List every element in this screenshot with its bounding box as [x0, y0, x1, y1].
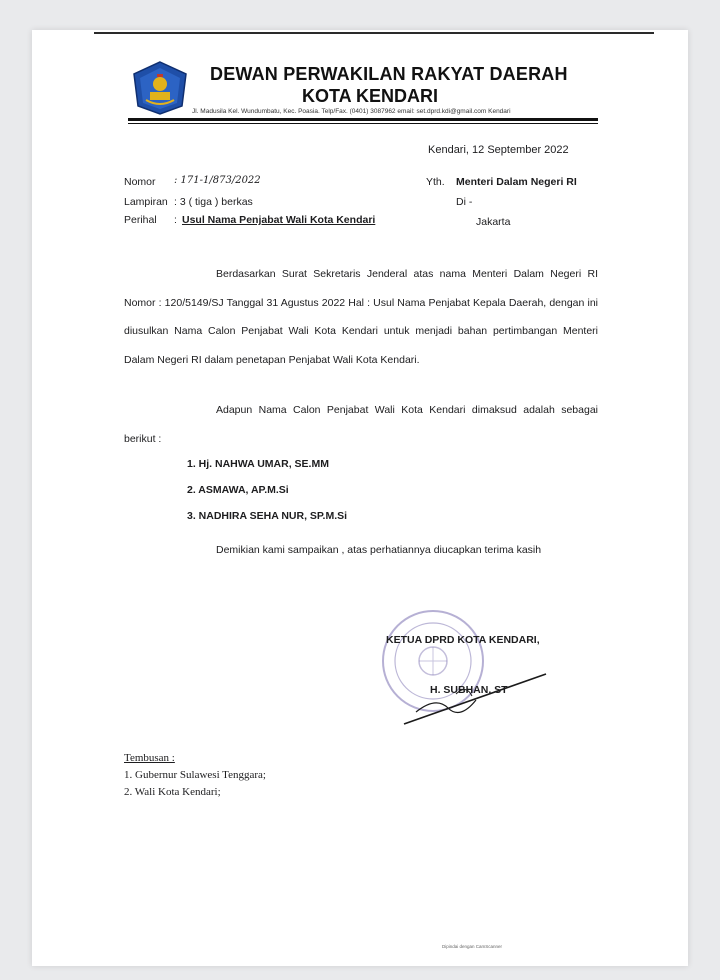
nomor-value: : 171-1/873/2022 — [174, 175, 261, 186]
lampiran-label: Lampiran — [124, 196, 168, 208]
body-paragraph-1-block — [124, 260, 598, 374]
recipient-di: Di - — [456, 196, 473, 208]
org-address: Jl. Madusila Kel. Wundumbatu, Kec. Poasia. Telp/Fax. (0401) 3087962 email: set.dprd.kdi@gmail.com Kendari — [192, 108, 511, 115]
closing-text: Demikian kami sampaikan , atas perhatiannya diucapkan terima kasih — [216, 544, 542, 556]
letter-date: Kendari, 12 September 2022 — [428, 144, 569, 156]
candidate-item: 3. NADHIRA SEHA NUR, SP.M.Si — [187, 510, 348, 522]
signatory-name: H. SUBHAN, ST — [430, 684, 508, 696]
org-city: KOTA KENDARI — [302, 86, 438, 106]
handwritten-signature-icon — [396, 666, 556, 728]
nomor-label: Nomor — [124, 176, 156, 188]
candidate-item: 1. Hj. NAHWA UMAR, SE.MM — [187, 458, 329, 470]
body-paragraph-2-block — [124, 396, 598, 453]
tembusan-block — [124, 750, 266, 801]
candidate-item: 2. ASMAWA, AP.M.Si — [187, 484, 289, 496]
org-name: DEWAN PERWAKILAN RAKYAT DAERAH — [210, 64, 568, 84]
header-rule-thin — [128, 123, 598, 124]
recipient-place: Jakarta — [476, 216, 511, 228]
candidate-list — [187, 451, 347, 529]
perihal-label: Perihal — [124, 214, 157, 226]
recipient-prefix: Yth. — [426, 176, 445, 188]
scan-top-edge — [94, 32, 654, 34]
signatory-title: KETUA DPRD KOTA KENDARI, — [386, 634, 540, 646]
perihal-value: Usul Nama Penjabat Wali Kota Kendari — [182, 214, 376, 226]
scanner-footer-note: Dipindai dengan CamScanner — [442, 944, 503, 949]
perihal-colon: : — [174, 214, 177, 226]
tembusan-title: Tembusan : — [124, 752, 175, 764]
tembusan-item: 1. Gubernur Sulawesi Tenggara; — [124, 769, 266, 781]
recipient-name: Menteri Dalam Negeri RI — [456, 176, 577, 188]
dprd-emblem-icon — [130, 60, 190, 116]
body-paragraph-2: Adapun Nama Calon Penjabat Wali Kota Kendari dimaksud adalah sebagai berikut : — [124, 404, 598, 445]
body-paragraph-1: Berdasarkan Surat Sekretaris Jenderal atas nama Menteri Dalam Negeri RI Nomor : 120/5149/SJ Tanggal 31 Agustus 2022 Hal : Usul Nama Penjabat Kepala Daerah, dengan ini diusulkan Nama Calon Penjabat Wali Kota Kendari untuk menjadi bahan pertimbangan Menteri Dalam Negeri RI dalam penetapan Penjabat Wali Kota Kendari. — [124, 268, 598, 366]
header-rule-thick — [128, 118, 598, 121]
letter-page — [32, 30, 688, 966]
lampiran-value: : 3 ( tiga ) berkas — [174, 196, 253, 208]
tembusan-item: 2. Wali Kota Kendari; — [124, 786, 221, 798]
